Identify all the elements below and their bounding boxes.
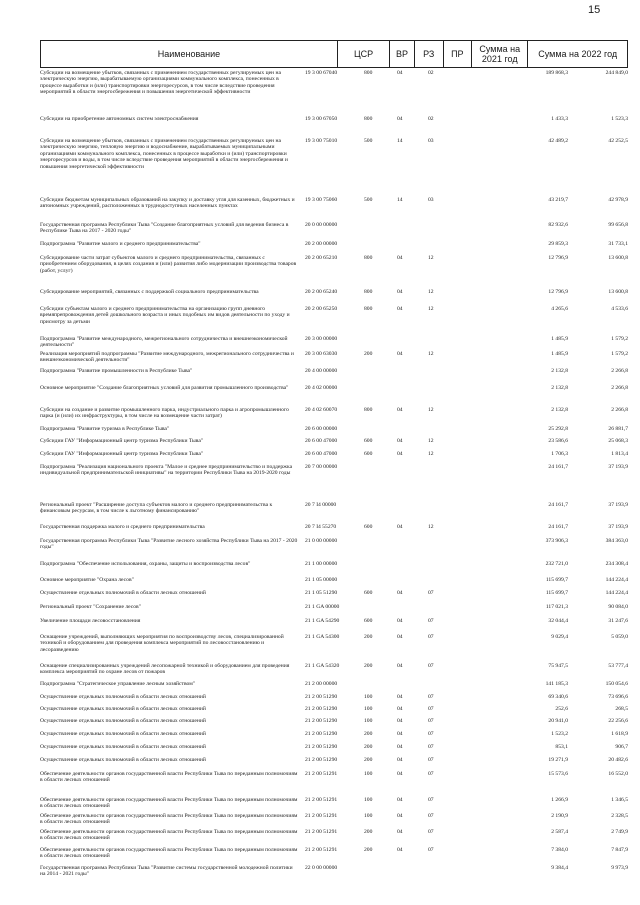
row-csr: 19 3 00 67050 xyxy=(305,116,338,122)
row-sum-2021: 4 265,6 xyxy=(551,306,568,312)
row-name: Обеспечение деятельности органов государственной власти Республики Тыва по переданным полномочиям в области лесных отношений xyxy=(40,771,298,784)
row-pr: 12 xyxy=(428,289,434,295)
row-pr: 12 xyxy=(428,306,434,312)
row-sum-2022: 150 054,6 xyxy=(605,681,628,687)
row-csr: 21 1 05 00000 xyxy=(305,577,338,583)
row-csr: 20 2 00 65210 xyxy=(305,255,338,261)
row-name: Оснащение учреждений, выполняющих мероприятия по воспроизводству лесов, специализированной техникой и оборудованием для проведения комплекса мероприятий по лесовосстановлению и лесоразведению xyxy=(40,634,284,653)
row-sum-2022: 31 247,6 xyxy=(608,618,628,624)
row-name: Подпрограмма "Развитие малого и среднего предпринимательства" xyxy=(40,241,201,247)
row-pr: 07 xyxy=(428,797,434,803)
column-header-sum-2022: Сумма на 2022 год xyxy=(538,49,618,59)
row-sum-2022: 268,5 xyxy=(615,706,628,712)
row-pr: 07 xyxy=(428,694,434,700)
row-pr: 07 xyxy=(428,663,434,669)
row-rz: 04 xyxy=(397,771,403,777)
row-sum-2022: 1 579,2 xyxy=(611,351,628,357)
row-name: Государственная программа Республики Тыва "Развитие лесного хозяйства Республики Тыва на 2017 - 2020 годы" xyxy=(40,538,298,551)
row-name: Обеспечение деятельности органов государственной власти Республики Тыва по переданным полномочиям в области лесных отношений xyxy=(40,829,298,842)
row-sum-2022: 53 777,4 xyxy=(608,663,628,669)
row-pr: 12 xyxy=(428,351,434,357)
row-sum-2021: 43 219,7 xyxy=(548,197,568,203)
row-name: Оснащение специализированных учреждений лесопожарной техникой и оборудованием для проведения комплекса мероприятий по охране лесов от пожаров xyxy=(40,663,290,676)
row-name: Обеспечение деятельности органов государственной власти Республики Тыва по переданным полномочиям в области лесных отношений xyxy=(40,847,298,860)
row-pr: 07 xyxy=(428,744,434,750)
row-name: Осуществление отдельных полномочий в области лесных отношений xyxy=(40,757,206,763)
row-name: Субсидии на возмещение убытков, связанных с применением государственных регулируемых цен на электрическую энергию, вырабатываемую организациями коммунального комплекса, понесенных в процессе выработки и (или) транспортировки энергоресурсов, в том числе вследствие проведения мероприятий в области энергосбережения и повышения энергетической эффективности xyxy=(40,70,281,96)
row-rz: 14 xyxy=(397,197,403,203)
column-header-sum-2021: Сумма на 2021 год xyxy=(472,41,528,67)
row-rz: 04 xyxy=(397,663,403,669)
row-sum-2022: 1 346,5 xyxy=(611,797,628,803)
row-sum-2021: 29 859,3 xyxy=(548,241,568,247)
row-name: Государственная программа Республики Тыва "Развитие системы государственной молодежной политики на 2014 - 2021 годы" xyxy=(40,865,293,878)
row-rz: 04 xyxy=(397,694,403,700)
row-rz: 04 xyxy=(397,706,403,712)
row-sum-2021: 7 384,0 xyxy=(551,847,568,853)
row-pr: 12 xyxy=(428,438,434,444)
row-name: Субсидии на возмещение убытков, связанных с применением государственных регулируемых цен на электрическую энергию, тепловую энергию и водоснабжение, вырабатываемых муниципальными организациями коммунального комплекса, понесенных в процессе выработки и (или) транспортировки энергоресурсов и воды, в том числе вследствие проведения мероприятий в области энергосбережения и повышения энергетической эффективности xyxy=(40,138,288,170)
row-csr: 21 2 00 51291 xyxy=(305,797,338,803)
row-rz: 04 xyxy=(397,255,403,261)
row-csr: 21 2 00 51290 xyxy=(305,731,338,737)
row-vr: 800 xyxy=(364,407,373,413)
row-name: Осуществление отдельных полномочий в области лесных отношений xyxy=(40,744,206,750)
row-sum-2021: 1 485,9 xyxy=(551,351,568,357)
row-sum-2022: 144 224,4 xyxy=(605,577,628,583)
row-pr: 07 xyxy=(428,618,434,624)
row-name: Обеспечение деятельности органов государственной власти Республики Тыва по переданным полномочиям в области лесных отношений xyxy=(40,813,298,826)
row-vr: 500 xyxy=(364,197,373,203)
row-csr: 21 2 00 51291 xyxy=(305,771,338,777)
page-number: 15 xyxy=(588,4,601,16)
row-rz: 04 xyxy=(397,718,403,724)
row-sum-2022: 2 749,9 xyxy=(611,829,628,835)
row-sum-2021: 9 029,4 xyxy=(551,634,568,640)
row-csr: 21 1 GA 54320 xyxy=(305,663,340,669)
row-vr: 600 xyxy=(364,524,373,530)
row-csr: 21 2 00 00000 xyxy=(305,681,338,687)
row-pr: 07 xyxy=(428,847,434,853)
row-rz: 04 xyxy=(397,407,403,413)
row-sum-2021: 1 485,9 xyxy=(551,336,568,342)
row-name: Региональный проект "Сохранение лесов" xyxy=(40,604,141,610)
row-sum-2021: 24 161,7 xyxy=(548,524,568,530)
row-rz: 14 xyxy=(397,138,403,144)
row-vr: 100 xyxy=(364,718,373,724)
row-pr: 07 xyxy=(428,731,434,737)
row-pr: 07 xyxy=(428,590,434,596)
row-sum-2022: 906,7 xyxy=(615,744,628,750)
row-sum-2022: 2 328,5 xyxy=(611,813,628,819)
row-pr: 12 xyxy=(428,407,434,413)
row-name: Основное мероприятие "Охрана лесов" xyxy=(40,577,134,583)
row-name: Осуществление отдельных полномочий в области лесных отношений xyxy=(40,706,206,712)
row-sum-2022: 2 266,8 xyxy=(611,385,628,391)
column-header-vr: ВР xyxy=(390,41,415,67)
row-name: Подпрограмма "Реализация национального проекта "Малое и среднее предпринимательство и поддержка индивидуальной предпринимательской инициативы" на территории Республики Тыва на 2019-2020 годы xyxy=(40,464,293,477)
row-rz: 04 xyxy=(397,289,403,295)
row-csr: 21 2 00 51291 xyxy=(305,813,338,819)
row-name: Региональный проект "Расширение доступа субъектов малого и среднего предпринимательства к финансовым ресурсам, в том числе к льготному финансированию" xyxy=(40,502,273,515)
row-pr: 07 xyxy=(428,757,434,763)
row-rz: 04 xyxy=(397,590,403,596)
row-vr: 100 xyxy=(364,694,373,700)
table-header xyxy=(40,40,628,68)
row-name: Подпрограмма "Развитие международного, межрегионального сотрудничества и внешнеэкономической деятельности" xyxy=(40,336,288,349)
row-pr: 07 xyxy=(428,718,434,724)
row-name: Подпрограмма "Обеспечение использования, охраны, защиты и воспроизводства лесов" xyxy=(40,561,251,567)
row-pr: 07 xyxy=(428,706,434,712)
row-vr: 200 xyxy=(364,731,373,737)
row-csr: 20 2 00 65240 xyxy=(305,289,338,295)
row-csr: 21 1 GA 54290 xyxy=(305,618,340,624)
row-sum-2022: 4 533,6 xyxy=(611,306,628,312)
row-sum-2021: 12 796,9 xyxy=(548,289,568,295)
row-vr: 800 xyxy=(364,289,373,295)
row-rz: 04 xyxy=(397,618,403,624)
row-sum-2022: 7 847,9 xyxy=(611,847,628,853)
row-pr: 07 xyxy=(428,634,434,640)
row-sum-2021: 1 433,3 xyxy=(551,116,568,122)
row-name: Увеличение площади лесовосстановления xyxy=(40,618,141,624)
row-sum-2022: 1 618,9 xyxy=(611,731,628,737)
row-vr: 200 xyxy=(364,829,373,835)
row-sum-2022: 42 978,9 xyxy=(608,197,628,203)
row-name: Осуществление отдельных полномочий в области лесных отношений xyxy=(40,718,206,724)
row-csr: 21 2 00 51290 xyxy=(305,694,338,700)
row-csr: 20 6 00 00000 xyxy=(305,426,338,432)
row-name: Субсидирование мероприятий, связанных с поддержкой социального предпринимательства xyxy=(40,289,259,295)
row-csr: 19 3 00 75060 xyxy=(305,197,338,203)
row-sum-2022: 20 482,6 xyxy=(608,757,628,763)
row-sum-2022: 144 224,4 xyxy=(605,590,628,596)
row-csr: 20 7 00 00000 xyxy=(305,464,338,470)
row-rz: 04 xyxy=(397,757,403,763)
row-pr: 07 xyxy=(428,829,434,835)
row-sum-2021: 19 271,9 xyxy=(548,757,568,763)
row-sum-2021: 2 190,9 xyxy=(551,813,568,819)
row-vr: 200 xyxy=(364,744,373,750)
row-pr: 02 xyxy=(428,70,434,76)
row-sum-2021: 15 573,6 xyxy=(548,771,568,777)
row-sum-2021: 20 941,0 xyxy=(548,718,568,724)
row-sum-2021: 252,6 xyxy=(555,706,568,712)
row-rz: 04 xyxy=(397,524,403,530)
row-name: Основное мероприятие "Создание благоприятных условий для развития промышленного производства" xyxy=(40,385,289,391)
column-header-name: Наименование xyxy=(41,41,338,67)
row-vr: 100 xyxy=(364,706,373,712)
row-sum-2022: 2 266,8 xyxy=(611,407,628,413)
row-sum-2022: 5 059,0 xyxy=(611,634,628,640)
row-vr: 100 xyxy=(364,771,373,777)
row-vr: 200 xyxy=(364,663,373,669)
row-rz: 04 xyxy=(397,438,403,444)
row-csr: 20 7 I4 55270 xyxy=(305,524,337,530)
row-pr: 07 xyxy=(428,771,434,777)
row-csr: 21 1 GA 00000 xyxy=(305,604,340,610)
row-sum-2022: 31 733,1 xyxy=(608,241,628,247)
row-sum-2021: 853,1 xyxy=(555,744,568,750)
row-csr: 21 0 00 00000 xyxy=(305,538,338,544)
row-sum-2021: 42 489,2 xyxy=(548,138,568,144)
row-sum-2021: 2 132,8 xyxy=(551,385,568,391)
row-sum-2022: 37 193,9 xyxy=(608,524,628,530)
row-name: Субсидии субъектам малого и среднего предпринимательства на организацию групп дневного времяпрепровождения детей дошкольного возраста и иных подобных им видов деятельности по уходу и присмотру за детьми xyxy=(40,306,290,325)
row-sum-2021: 115 699,7 xyxy=(545,590,568,596)
row-rz: 04 xyxy=(397,731,403,737)
row-vr: 600 xyxy=(364,618,373,624)
row-csr: 22 0 00 00000 xyxy=(305,865,338,871)
row-name: Осуществление отдельных полномочий в области лесных отношений xyxy=(40,590,206,596)
row-name: Государственная поддержка малого и среднего предпринимательства xyxy=(40,524,205,530)
row-csr: 20 6 00 47000 xyxy=(305,451,338,457)
row-vr: 200 xyxy=(364,847,373,853)
row-sum-2021: 232 721,0 xyxy=(545,561,568,567)
row-vr: 100 xyxy=(364,797,373,803)
row-pr: 07 xyxy=(428,813,434,819)
row-sum-2022: 384 363,0 xyxy=(605,538,628,544)
column-header-pr: ПР xyxy=(444,41,473,67)
column-header-csr: ЦСР xyxy=(338,41,390,67)
row-csr: 19 3 00 67040 xyxy=(305,70,338,76)
row-name: Подпрограмма "Развитие туризма в Республике Тыва" xyxy=(40,426,170,432)
row-rz: 04 xyxy=(397,797,403,803)
row-rz: 04 xyxy=(397,829,403,835)
row-pr: 12 xyxy=(428,524,434,530)
row-rz: 04 xyxy=(397,116,403,122)
row-vr: 800 xyxy=(364,255,373,261)
row-sum-2021: 2 132,8 xyxy=(551,407,568,413)
row-rz: 04 xyxy=(397,451,403,457)
row-sum-2021: 2 132,8 xyxy=(551,368,568,374)
row-sum-2021: 2 587,4 xyxy=(551,829,568,835)
row-csr: 20 3 00 00000 xyxy=(305,336,338,342)
row-sum-2021: 12 796,9 xyxy=(548,255,568,261)
row-vr: 800 xyxy=(364,306,373,312)
row-name: Государственная программа Республики Тыва "Создание благоприятных условий для ведения бизнеса в Республике Тыва на 2017 - 2020 годы" xyxy=(40,222,289,235)
row-sum-2022: 22 256,6 xyxy=(608,718,628,724)
row-sum-2022: 37 193,9 xyxy=(608,464,628,470)
row-csr: 20 4 02 00000 xyxy=(305,385,338,391)
row-sum-2022: 16 552,0 xyxy=(608,771,628,777)
row-sum-2022: 244 849,0 xyxy=(605,70,628,76)
row-sum-2021: 1 266,9 xyxy=(551,797,568,803)
row-name: Субсидирование части затрат субъектов малого и среднего предпринимательства, связанных с приобретением оборудования, в целях создания и (или) развития либо модернизации производства товаров (работ, услуг) xyxy=(40,255,297,274)
row-rz: 04 xyxy=(397,351,403,357)
row-sum-2021: 24 161,7 xyxy=(548,464,568,470)
row-name: Субсидии бюджетам муниципальных образований на закупку и доставку угля для казенных, бюджетных и автономных учреждений, расположенных в труднодоступных населенных пунктах xyxy=(40,197,295,210)
row-name: Субсидии ГАУ "Информационный центр туризма Республики Тыва" xyxy=(40,438,204,444)
column-header-rz: РЗ xyxy=(415,41,444,67)
row-sum-2022: 26 881,7 xyxy=(608,426,628,432)
row-sum-2021: 373 906,3 xyxy=(545,538,568,544)
row-sum-2021: 32 044,4 xyxy=(548,618,568,624)
row-sum-2022: 99 656,8 xyxy=(608,222,628,228)
row-sum-2021: 23 586,6 xyxy=(548,438,568,444)
row-sum-2021: 25 292,8 xyxy=(548,426,568,432)
row-csr: 20 2 00 65250 xyxy=(305,306,338,312)
row-pr: 12 xyxy=(428,255,434,261)
row-sum-2022: 90 084,0 xyxy=(608,604,628,610)
row-rz: 04 xyxy=(397,813,403,819)
row-vr: 800 xyxy=(364,116,373,122)
row-sum-2021: 189 868,3 xyxy=(545,70,568,76)
row-csr: 20 3 00 63030 xyxy=(305,351,338,357)
row-csr: 21 2 00 51290 xyxy=(305,718,338,724)
row-rz: 04 xyxy=(397,847,403,853)
row-sum-2021: 141 185,3 xyxy=(545,681,568,687)
row-csr: 20 2 00 00000 xyxy=(305,241,338,247)
row-csr: 21 2 00 51291 xyxy=(305,847,338,853)
row-sum-2022: 13 600,8 xyxy=(608,289,628,295)
row-name: Субсидии на создание и развитие промышленного парка, индустриального парка и агропромышленного парка (и (или) их инфраструктуры, в том числе на возмещение части затрат) xyxy=(40,407,289,420)
row-sum-2022: 73 696,6 xyxy=(608,694,628,700)
row-csr: 21 2 00 51291 xyxy=(305,829,338,835)
row-sum-2022: 37 193,9 xyxy=(608,502,628,508)
row-csr: 20 0 00 00000 xyxy=(305,222,338,228)
row-vr: 100 xyxy=(364,813,373,819)
row-vr: 200 xyxy=(364,757,373,763)
row-sum-2022: 1 579,2 xyxy=(611,336,628,342)
row-pr: 03 xyxy=(428,138,434,144)
row-pr: 12 xyxy=(428,451,434,457)
row-sum-2021: 117 021,3 xyxy=(545,604,568,610)
row-sum-2022: 42 252,5 xyxy=(608,138,628,144)
row-vr: 600 xyxy=(364,590,373,596)
row-sum-2022: 25 068,3 xyxy=(608,438,628,444)
row-name: Осуществление отдельных полномочий в области лесных отношений xyxy=(40,694,206,700)
row-name: Обеспечение деятельности органов государственной власти Республики Тыва по переданным полномочиям в области лесных отношений xyxy=(40,797,298,810)
row-rz: 04 xyxy=(397,634,403,640)
row-csr: 21 1 GA 54300 xyxy=(305,634,340,640)
row-name: Реализация мероприятий подпрограммы "Развитие международного, межрегионального сотрудничества и внешнеэкономической деятельности" xyxy=(40,351,294,364)
row-rz: 04 xyxy=(397,306,403,312)
row-sum-2022: 1 523,3 xyxy=(611,116,628,122)
row-vr: 200 xyxy=(364,634,373,640)
row-csr: 20 7 I4 00000 xyxy=(305,502,337,508)
row-sum-2021: 75 947,5 xyxy=(548,663,568,669)
row-pr: 03 xyxy=(428,197,434,203)
row-csr: 19 3 00 75010 xyxy=(305,138,338,144)
row-rz: 04 xyxy=(397,70,403,76)
row-name: Субсидии на приобретение автономных систем электроснабжения xyxy=(40,116,199,122)
row-sum-2021: 24 161,7 xyxy=(548,502,568,508)
row-sum-2021: 9 384,4 xyxy=(551,865,568,871)
row-csr: 20 4 02 60070 xyxy=(305,407,338,413)
row-csr: 21 1 00 00000 xyxy=(305,561,338,567)
row-sum-2022: 9 973,9 xyxy=(611,865,628,871)
row-csr: 21 2 00 51290 xyxy=(305,706,338,712)
row-sum-2021: 1 523,2 xyxy=(551,731,568,737)
row-name: Подпрограмма "Развитие промышленности в Республике Тыва" xyxy=(40,368,193,374)
row-sum-2021: 69 340,6 xyxy=(548,694,568,700)
row-rz: 04 xyxy=(397,744,403,750)
row-vr: 600 xyxy=(364,451,373,457)
row-sum-2022: 13 600,8 xyxy=(608,255,628,261)
row-vr: 800 xyxy=(364,70,373,76)
row-name: Осуществление отдельных полномочий в области лесных отношений xyxy=(40,731,206,737)
row-csr: 21 2 00 51290 xyxy=(305,757,338,763)
row-csr: 20 6 00 47000 xyxy=(305,438,338,444)
row-csr: 20 4 00 00000 xyxy=(305,368,338,374)
row-name: Субсидии ГАУ "Информационный центр туризма Республики Тыва" xyxy=(40,451,204,457)
row-vr: 500 xyxy=(364,138,373,144)
row-name: Подпрограмма "Стратегическое управление лесным хозяйством" xyxy=(40,681,196,687)
row-sum-2021: 82 932,6 xyxy=(548,222,568,228)
row-sum-2022: 2 266,8 xyxy=(611,368,628,374)
row-sum-2021: 115 699,7 xyxy=(545,577,568,583)
row-sum-2021: 1 706,3 xyxy=(551,451,568,457)
row-vr: 600 xyxy=(364,438,373,444)
row-csr: 21 2 00 51290 xyxy=(305,744,338,750)
row-sum-2022: 234 308,4 xyxy=(605,561,628,567)
row-vr: 200 xyxy=(364,351,373,357)
row-csr: 21 1 05 51290 xyxy=(305,590,338,596)
row-sum-2022: 1 813,4 xyxy=(611,451,628,457)
row-pr: 02 xyxy=(428,116,434,122)
